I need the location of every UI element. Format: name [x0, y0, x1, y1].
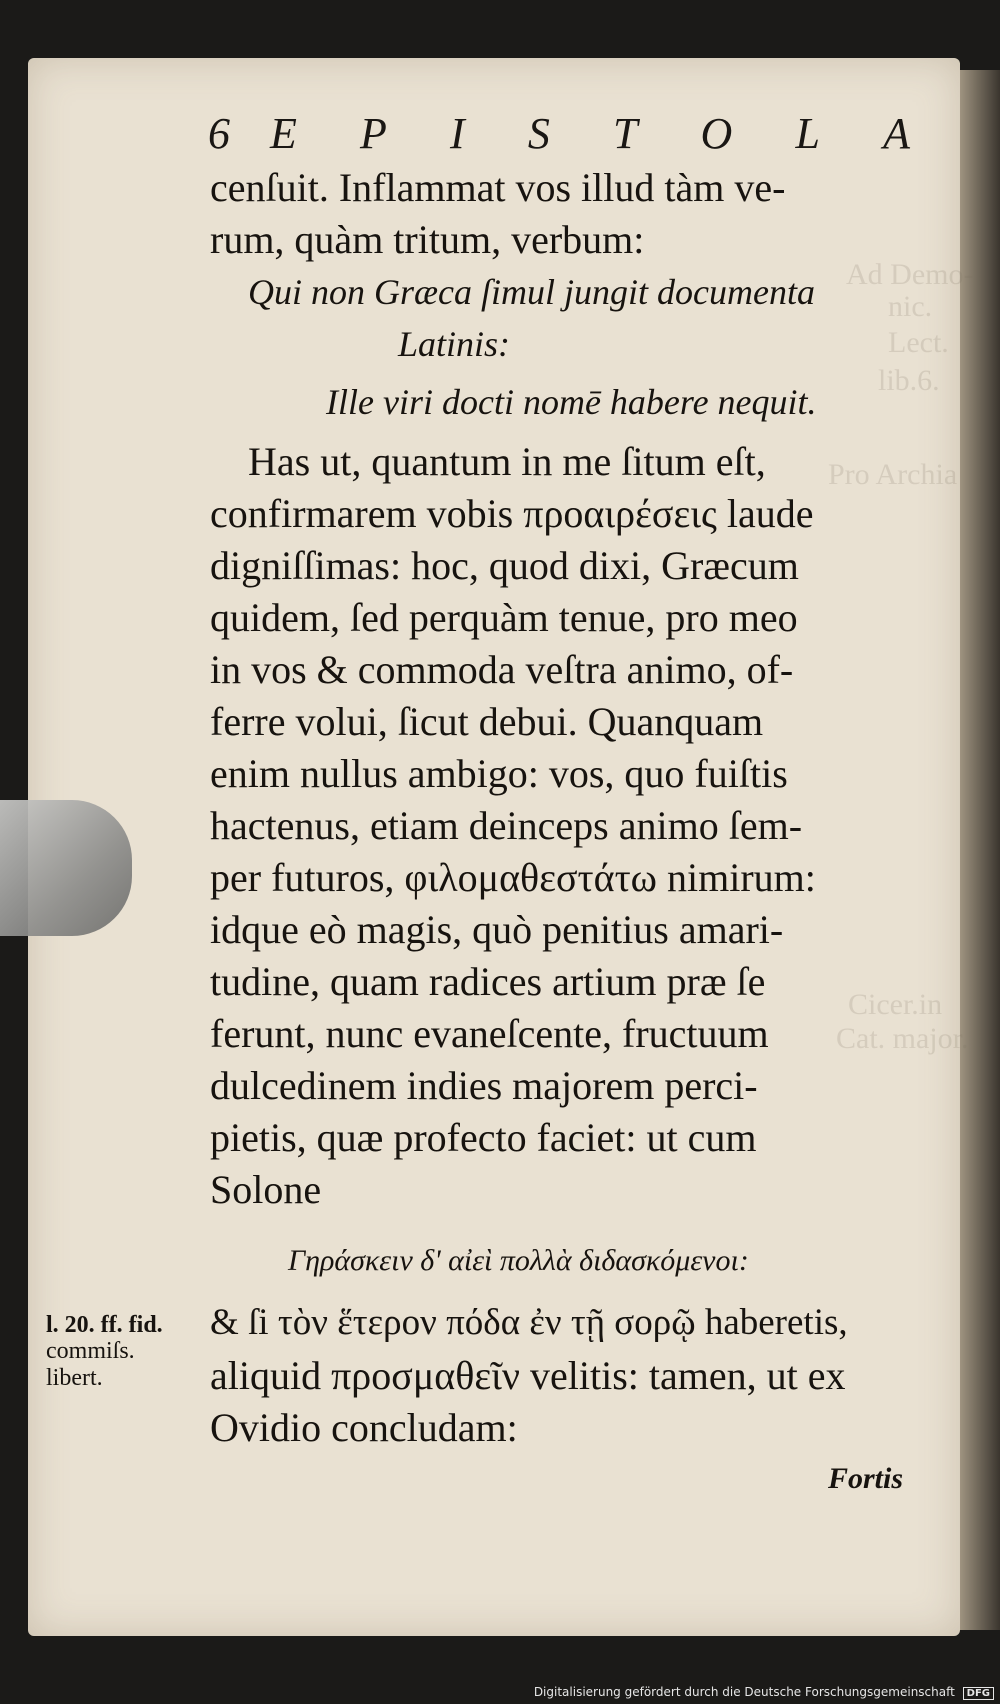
bleed-through-note: Ad Demo- — [846, 258, 974, 291]
running-title-letter: A — [883, 109, 910, 158]
running-title-letter: S — [527, 109, 550, 158]
greek-verse-line: Γηράσκειν δ' αἰεὶ πολλὰ διδασκόμενοι: — [288, 1244, 749, 1277]
body-line: & ſi τὸν ἕτερον πόδα ἐν τῇ σορῷ haberetis, — [210, 1302, 848, 1343]
running-title-letter: O — [700, 109, 733, 158]
verse-line: Ille viri docti nomē habere nequit. — [326, 382, 817, 422]
bleed-through-note: Cicer.in — [848, 988, 943, 1021]
running-title — [270, 108, 910, 159]
verse-line: Latinis: — [398, 324, 511, 364]
body-line: rum, quàm tritum, verbum: — [210, 217, 645, 262]
running-title-letter: P — [360, 109, 387, 158]
running-title-letter: T — [612, 109, 638, 158]
running-header — [208, 108, 908, 168]
bleed-through-note: lib.6. — [878, 364, 940, 397]
catchword: Fortis — [828, 1462, 904, 1495]
body-line: per futuros, φιλομαθεστάτω nimirum: — [210, 855, 816, 900]
marginal-note — [46, 1312, 163, 1391]
body-line: ferre volui, ſicut debui. Quanquam — [210, 699, 764, 744]
verse-line: Qui non Græca ſimul jungit documenta — [248, 272, 815, 312]
body-line: Has ut, quantum in me ſitum eſt, — [248, 439, 766, 484]
body-line: dulcedinem indies majorem perci- — [210, 1063, 758, 1108]
page-number: 6 — [208, 109, 230, 158]
body-line: hactenus, etiam deinceps animo ſem- — [210, 803, 803, 848]
marginal-note-line: l. 20. ff. fid. — [46, 1312, 163, 1338]
footer-text: Digitalisierung gefördert durch die Deutsche Forschungsgemeinschaft — [533, 1685, 955, 1699]
marginal-note-line: libert. — [46, 1364, 103, 1391]
body-line: ferunt, nunc evaneſcente, fructuum — [210, 1011, 769, 1056]
bleed-through-note: Cat. major. — [836, 1022, 969, 1055]
digitization-footer — [534, 1685, 994, 1700]
body-line: Ovidio concludam: — [210, 1405, 518, 1450]
body-line: pietis, quæ profecto faciet: ut cum — [210, 1115, 757, 1160]
body-line: confirmarem vobis προαιρέσεις laude — [210, 491, 814, 536]
body-line: aliquid προσμαθεῖν velitis: tamen, ut ex — [210, 1353, 846, 1398]
running-title-letter: E — [270, 109, 297, 158]
running-title-letter: I — [450, 109, 465, 158]
body-line: digniſſimas: hoc, quod dixi, Græcum — [210, 543, 799, 588]
thumb-shadow — [0, 800, 132, 936]
bleed-through-note: Pro Archia — [828, 458, 958, 491]
body-line: cenſuit. Inflammat vos illud tàm ve- — [210, 165, 786, 210]
bleed-through-note: nic. — [888, 290, 933, 323]
body-line: enim nullus ambigo: vos, quo fuiſtis — [210, 751, 788, 796]
body-line: tudine, quam radices artium præ ſe — [210, 959, 766, 1004]
bleed-through-note: Lect. — [888, 326, 949, 359]
marginal-note-line: commiſs. — [46, 1338, 135, 1365]
body-line: idque eò magis, quò penitius amari- — [210, 907, 784, 952]
running-title-letter: L — [795, 109, 820, 158]
body-line: quidem, ſed perquàm tenue, pro meo — [210, 595, 798, 640]
body-line: Solone — [210, 1167, 322, 1212]
body-line: in vos & commoda veſtra animo, of- — [210, 647, 794, 692]
dfg-logo: DFG — [963, 1687, 994, 1700]
